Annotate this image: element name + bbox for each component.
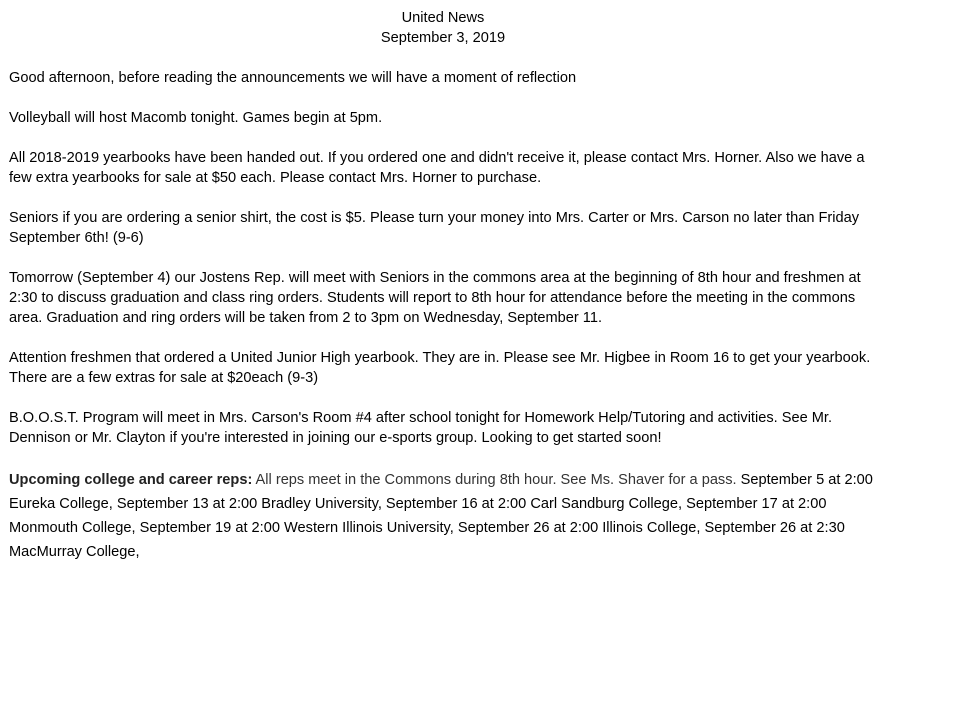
reps-note: All reps meet in the Commons during 8th hour. See Ms. Shaver for a pass. bbox=[252, 472, 737, 488]
paragraph-college-reps bbox=[9, 468, 889, 564]
document-title: United News bbox=[401, 10, 485, 26]
paragraph-junior-high-yearbook: Attention freshmen that ordered a United Junior High yearbook. They are in. Please see Mr. Higbee in Room 16 to get your yearbook. There are a few extras for sale at $20each (9-3) bbox=[9, 350, 871, 386]
paragraph-reflection: Good afternoon, before reading the announcements we will have a moment of reflection bbox=[9, 70, 577, 86]
announcement-document bbox=[9, 8, 889, 564]
spacer bbox=[9, 48, 889, 68]
paragraph-boost-program: B.O.O.S.T. Program will meet in Mrs. Carson's Room #4 after school tonight for Homework Help/Tutoring and activities. See Mr. Dennison or Mr. Clayton if you're interested in joining our e-sports group. Looking to get started soon! bbox=[9, 410, 833, 446]
paragraph-volleyball: Volleyball will host Macomb tonight. Games begin at 5pm. bbox=[9, 110, 383, 126]
paragraph-yearbooks: All 2018-2019 yearbooks have been handed out. If you ordered one and didn't receive it, please contact Mrs. Horner. Also we have a few extra yearbooks for sale at $50 each. Please contact Mrs. Horner to purchase. bbox=[9, 150, 865, 186]
reps-heading: Upcoming college and career reps: bbox=[9, 472, 253, 488]
reps-list: September 5 at 2:00 Eureka College, September 13 at 2:00 Bradley University, September 16 at 2:00 Carl Sandburg College, September 17 at 2:00 Monmouth College, September 19 at 2:00 Western Illinois University, September 26 at 2:00 Illinois College, September 26 at 2:30 MacMurray College, bbox=[9, 472, 873, 560]
document-date: September 3, 2019 bbox=[380, 30, 506, 46]
paragraph-senior-shirt: Seniors if you are ordering a senior shirt, the cost is $5. Please turn your money into Mrs. Carter or Mrs. Carson no later than Friday September 6th! (9-6) bbox=[9, 210, 860, 246]
paragraph-jostens: Tomorrow (September 4) our Jostens Rep. will meet with Seniors in the commons area at the beginning of 8th hour and freshmen at 2:30 to discuss graduation and class ring orders. Students will report to 8th hour for attendance before the meeting in the commons area. Graduation and ring orders will be taken from 2 to 3pm on Wednesday, September 11. bbox=[9, 270, 861, 326]
